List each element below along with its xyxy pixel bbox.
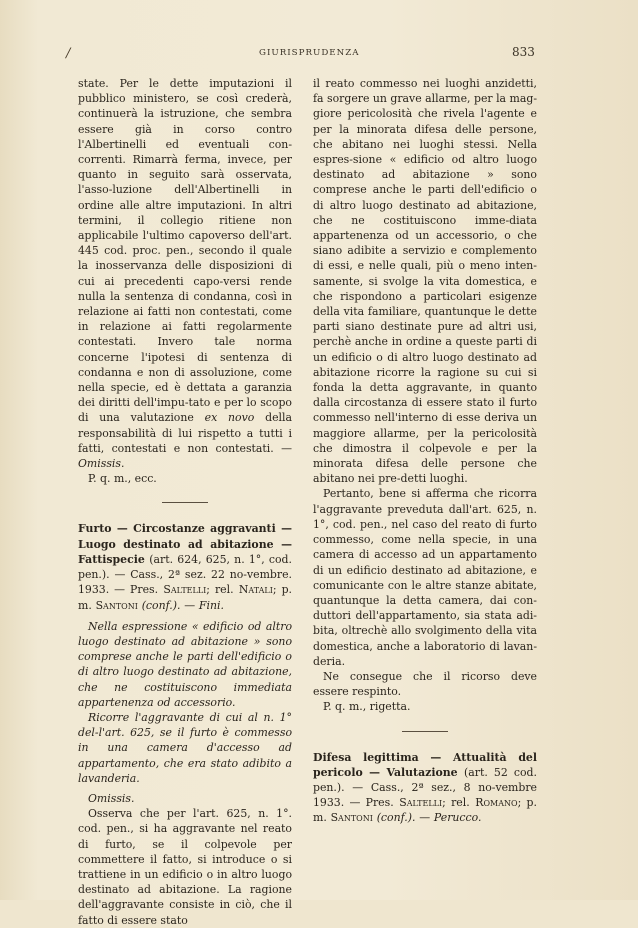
right-column bbox=[313, 76, 537, 826]
paragraph: state. Per le dette imputazioni il pubblico ministero, se così crederà, continuerà la istruzione, che sembra essere già in corso contro l'Albertinelli ed eventuali con-correnti. Rimarrà ferma, invece, per quanto in seguito sarà osservata, l'asso-luzione dell'Albertinelli in ordine alle altre imputazioni. In altri termini, il collegio ritiene non applicabile l'ultimo capoverso dell'art. 445 cod. proc. pen., secondo il quale la inosservanza delle disposizioni di cui ai precedenti capo-versi rende nulla la sentenza di condanna, così in relazione ai fatti non contestati, come in relazione ai fatti regolarmente contestati. Invero tale norma concerne l'ipotesi di sentenza di condanna e non di assoluzione, come nella specie, ed è dettata a garanzia dei diritti dell'impu-tato e per lo scopo di una valutazione ex novo della responsabilità di lui rispetto a tutti i fatti, contestati e non contestati. — Omissis. bbox=[78, 77, 292, 471]
page-number: 833 bbox=[512, 45, 535, 59]
italic-term: ex novo bbox=[204, 411, 255, 425]
pqm: P. q. m., ecc. bbox=[88, 472, 157, 486]
margin-mark: / bbox=[66, 46, 71, 61]
abstract: Ricorre l'aggravante di cui al n. 1° del-l'art. 625, se il furto è commesso in una camera d'accesso ad appartamento, che era stato adibito a lavanderia. bbox=[78, 710, 292, 785]
paragraph: Pertanto, bene si afferma che ricorra l'aggravante preveduta dall'art. 625, n. 1°, cod. pen., nel caso del reato di furto commesso, come nella specie, in una camera di accesso ad un appartamento di un edificio destinato ad abitazione, e comunicante con le altre stanze abitate, quantunque la detta camera, dai con-duttori dell'appartamento, sia stata adi-bita, oltrechè allo svolgimento della vita domestica, anche a laboratorio di lavan-deria. bbox=[313, 487, 537, 668]
section-divider bbox=[402, 731, 448, 732]
case-heading: Furto — Circostanze aggravanti — Luogo destinato ad abitazione — Fattispecie (art. 624, 625, n. 1°, cod. pen.). — Cass., 2ª sez. 22 no-vembre. 1933. — Pres. Saltelli; rel. Natali; p. m. Santoni (conf.). — Fini. bbox=[78, 522, 292, 612]
paragraph: il reato commesso nei luoghi anzidetti, fa sorgere un grave allarme, per la mag-giore pericolosità che rivela l'agente e per la minorata difesa delle persone, che abitano nei luoghi stessi. Nella espres-sione « edificio od altro luogo destinato ad abitazione » sono comprese anche le parti dell'edificio o di altro luogo destinato ad abitazione, che ne costituiscono imme-diata appartenenza od un accessorio, o che siano adibite a servizio e complemento di essi, e nelle quali, più o meno inten-samente, si svolge la vita domestica, e che rispondono a particolari esigenze della vita familiare, quantunque le dette parti siano destinate pure ad altri usi, perchè anche in ordine a queste parti di un edificio o di altro luogo destinato ad abitazione ricorre la ragione su cui si fonda la detta aggravante, in quanto dalla circostanza di essere stato il furto commesso nell'interno di esse deriva un maggiore allarme, per la pericolosità che dimostra il colpevole e per la minorata difesa delle persone che abitano nei pre-detti luoghi. bbox=[313, 77, 537, 486]
paragraph: Osserva che per l'art. 625, n. 1°. cod. pen., si ha aggravante nel reato di furto, se il colpevole per commettere il fatto, si introduce o si trattiene in un edificio o in altro luogo destinato ad abitazione. La ragione dell'aggravante consiste in ciò, che il fatto di essere stato bbox=[78, 807, 292, 927]
omissis: Omissis. bbox=[78, 457, 125, 471]
section-divider bbox=[162, 502, 208, 503]
pqm: P. q. m., rigetta. bbox=[323, 700, 411, 714]
abstract: Nella espressione « edificio od altro luogo destinato ad abitazione » sono comprese anche le parti dell'edificio o di altro luogo destinato ad abitazione, che ne costituiscono immediata appartenenza od accessorio. bbox=[78, 619, 292, 709]
left-column bbox=[78, 76, 292, 928]
paragraph: Ne consegue che il ricorso deve essere respinto. bbox=[313, 669, 537, 699]
omissis: Omissis. bbox=[88, 791, 135, 805]
running-header: GIURISPRUDENZA bbox=[259, 48, 360, 58]
case-heading: Difesa legittima — Attualità del pericolo — Valutazione (art. 52 cod. pen.). — Cass., 2ª sez., 8 no-vembre 1933. — Pres. Saltelli; rel. Romano; p. m. Santoni (conf.). — Perucco. bbox=[313, 750, 537, 825]
